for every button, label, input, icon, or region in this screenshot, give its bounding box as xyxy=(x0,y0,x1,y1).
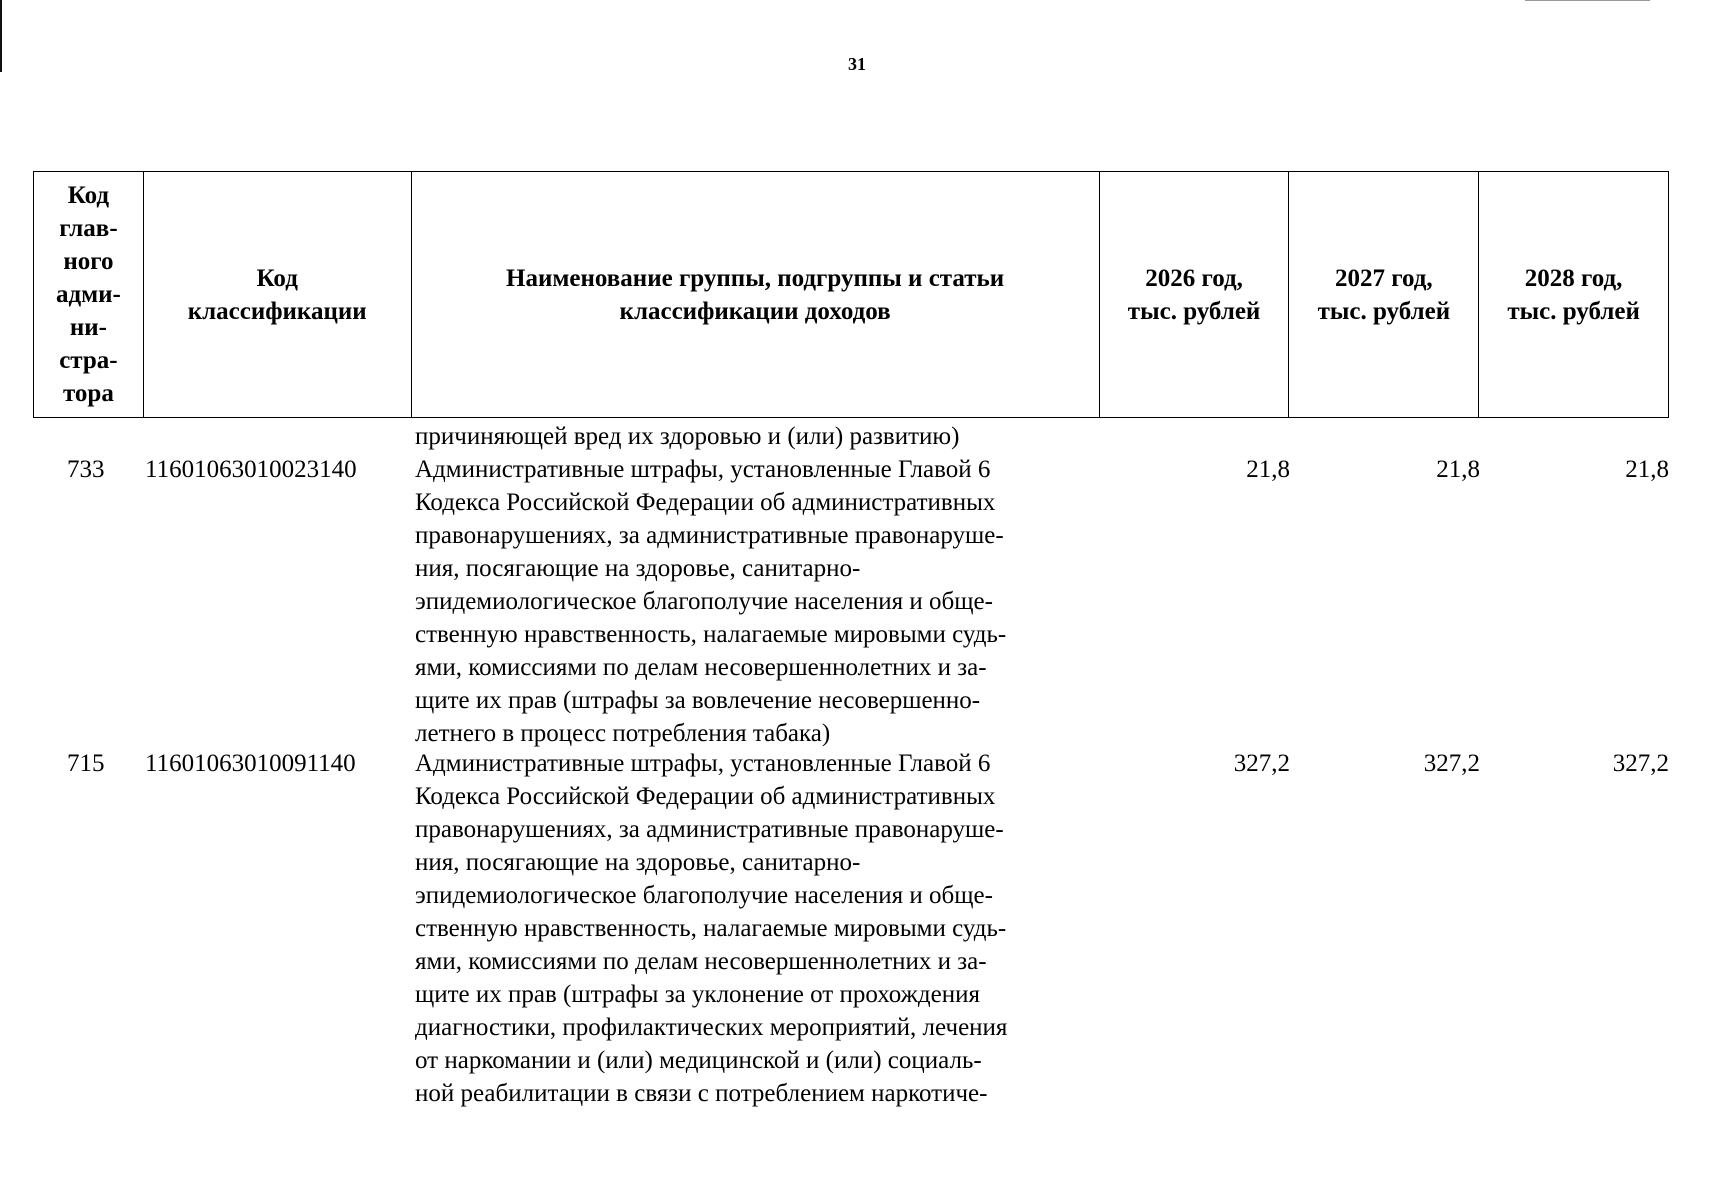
income-name-line: щите их прав (штрафы за уклонение от прохождения xyxy=(415,981,981,1008)
continuation-line: причиняющей вред их здоровью и (или) развитию) xyxy=(415,423,960,450)
income-name-line: Кодекса Российской Федерации об административных xyxy=(415,489,996,516)
income-name-line: ной реабилитации в связи с потреблением наркотиче- xyxy=(415,1080,988,1107)
income-name-line: ями, комиссиями по делам несовершеннолетних и за- xyxy=(415,948,987,975)
income-name-line: летнего в процесс потребления табака) xyxy=(415,720,831,747)
income-name-line: эпидемиологическое благополучие населения и обще- xyxy=(415,588,993,615)
income-name-line: эпидемиологическое благополучие населения и обще- xyxy=(415,882,993,909)
value-2027: 21,8 xyxy=(1436,456,1480,483)
income-name-line: щите их прав (штрафы за вовлечение несовершенно- xyxy=(415,687,981,714)
value-2026: 21,8 xyxy=(1246,456,1290,483)
income-name-line: ния, посягающие на здоровье, санитарно- xyxy=(415,555,861,582)
header-year-2028: 2028 год, тыс. рублей xyxy=(1507,264,1640,325)
income-name-line: Кодекса Российской Федерации об административных xyxy=(415,783,996,810)
income-name-line: от наркомании и (или) медицинской и (или) социаль- xyxy=(415,1047,982,1074)
header-admin-code: Код глав- ного адми- ни- стра- тора xyxy=(34,172,144,417)
page-number: 31 xyxy=(848,54,866,74)
admin-code: 715 xyxy=(67,750,105,777)
income-name-line: Административные штрафы, установленные Главой 6 xyxy=(415,750,991,777)
value-2026: 327,2 xyxy=(1233,750,1290,777)
table-header xyxy=(33,171,1669,418)
income-name-line: ственную нравственность, налагаемые мировыми судь- xyxy=(415,915,1007,942)
income-name-line: правонарушениях, за административные правонаруше- xyxy=(415,816,1004,843)
header-year-2027: 2027 год, тыс. рублей xyxy=(1289,172,1479,417)
header-income-name: Наименование группы, подгруппы и статьи классификации доходов xyxy=(412,172,1100,417)
income-name-line: ния, посягающие на здоровье, санитарно- xyxy=(415,849,861,876)
income-name-line: Административные штрафы, установленные Главой 6 xyxy=(415,456,991,483)
value-2028: 327,2 xyxy=(1612,750,1669,777)
income-name-line: правонарушениях, за административные правонаруше- xyxy=(415,522,1004,549)
value-2027: 327,2 xyxy=(1423,750,1480,777)
income-name-line: ственную нравственность, налагаемые мировыми судь- xyxy=(415,621,1007,648)
header-year-2026: 2026 год, тыс. рублей xyxy=(1100,172,1290,417)
value-2028: 21,8 xyxy=(1625,456,1669,483)
income-name-line: ями, комиссиями по делам несовершеннолетних и за- xyxy=(415,654,987,681)
page-top-rule xyxy=(1525,0,1650,1)
classification-code: 11601063010091140 xyxy=(145,750,356,777)
income-name-line: диагностики, профилактических мероприятий, лечения xyxy=(415,1014,1008,1041)
classification-code: 11601063010023140 xyxy=(145,456,357,483)
admin-code: 733 xyxy=(67,456,105,483)
header-class-code: Код классификации xyxy=(144,172,412,417)
